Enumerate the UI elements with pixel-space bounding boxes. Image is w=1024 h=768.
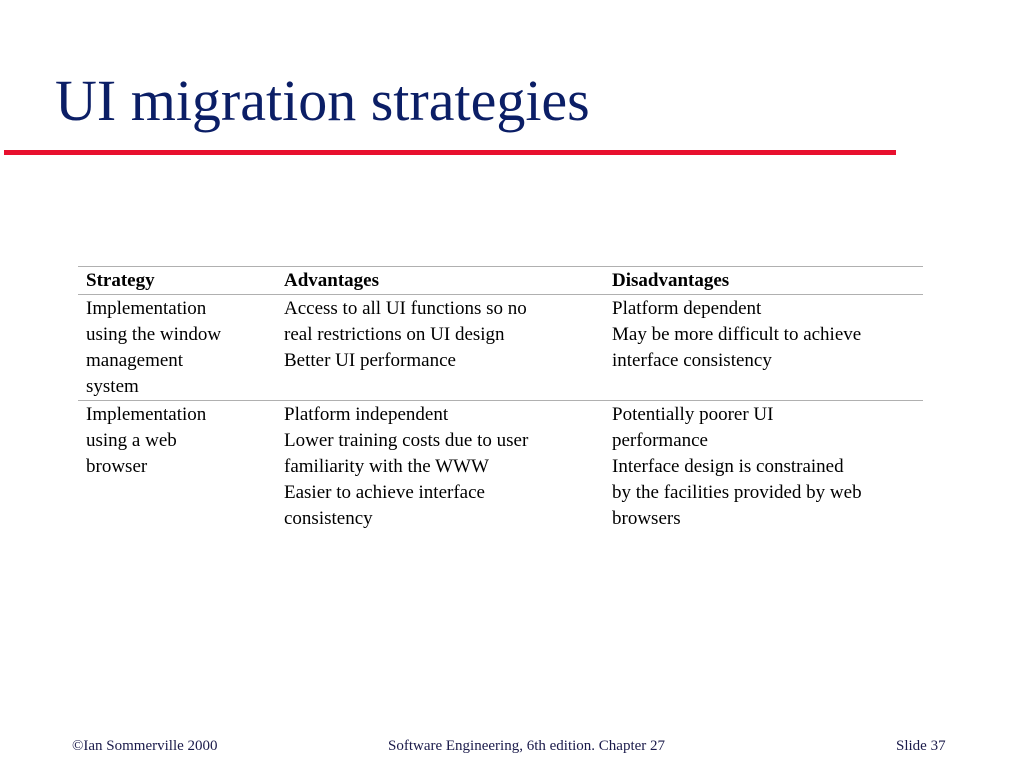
table-header-row [78,267,923,295]
footer-book-title: Software Engineering, 6th edition. Chapter 27 [388,738,666,754]
cell-line: Potentially poorer UI [612,404,774,425]
cell-line: familiarity with the WWW [284,456,489,477]
cell-line: by the facilities provided by web [612,482,862,503]
cell-disadvantages [604,295,923,401]
cell-line: browser [86,456,148,477]
cell-line: management [86,350,184,371]
header-strategy: Strategy [78,267,276,295]
cell-line: May be more difficult to achieve [612,324,862,345]
table-row [78,401,923,533]
cell-advantages [276,295,604,401]
cell-line: system [86,376,139,397]
cell-line: consistency [284,508,373,529]
cell-strategy [78,295,276,401]
cell-line: browsers [612,508,681,529]
table-row [78,295,923,401]
cell-line: Better UI performance [284,350,456,371]
cell-line: Implementation [86,298,207,319]
cell-line: interface consistency [612,350,772,371]
footer-slide-number: Slide 37 [896,738,946,754]
header-advantages: Advantages [276,267,604,295]
strategy-table [78,266,923,532]
cell-advantages [276,401,604,533]
title-underline [4,150,896,155]
cell-disadvantages [604,401,923,533]
footer-copyright: ©Ian Sommerville 2000 [72,738,218,754]
cell-line: Platform independent [284,404,449,425]
cell-line: Platform dependent [612,298,762,319]
cell-line: performance [612,430,708,451]
cell-line: real restrictions on UI design [284,324,505,345]
header-disadvantages: Disadvantages [604,267,923,295]
cell-line: using the window [86,324,222,345]
slide-title: UI migration strategies [55,68,590,133]
cell-line: Implementation [86,404,207,425]
cell-line: Interface design is constrained [612,456,844,477]
strategy-table-container [78,266,923,532]
cell-line: Access to all UI functions so no [284,298,527,319]
cell-line: Easier to achieve interface [284,482,485,503]
cell-strategy [78,401,276,533]
cell-line: Lower training costs due to user [284,430,529,451]
cell-line: using a web [86,430,177,451]
